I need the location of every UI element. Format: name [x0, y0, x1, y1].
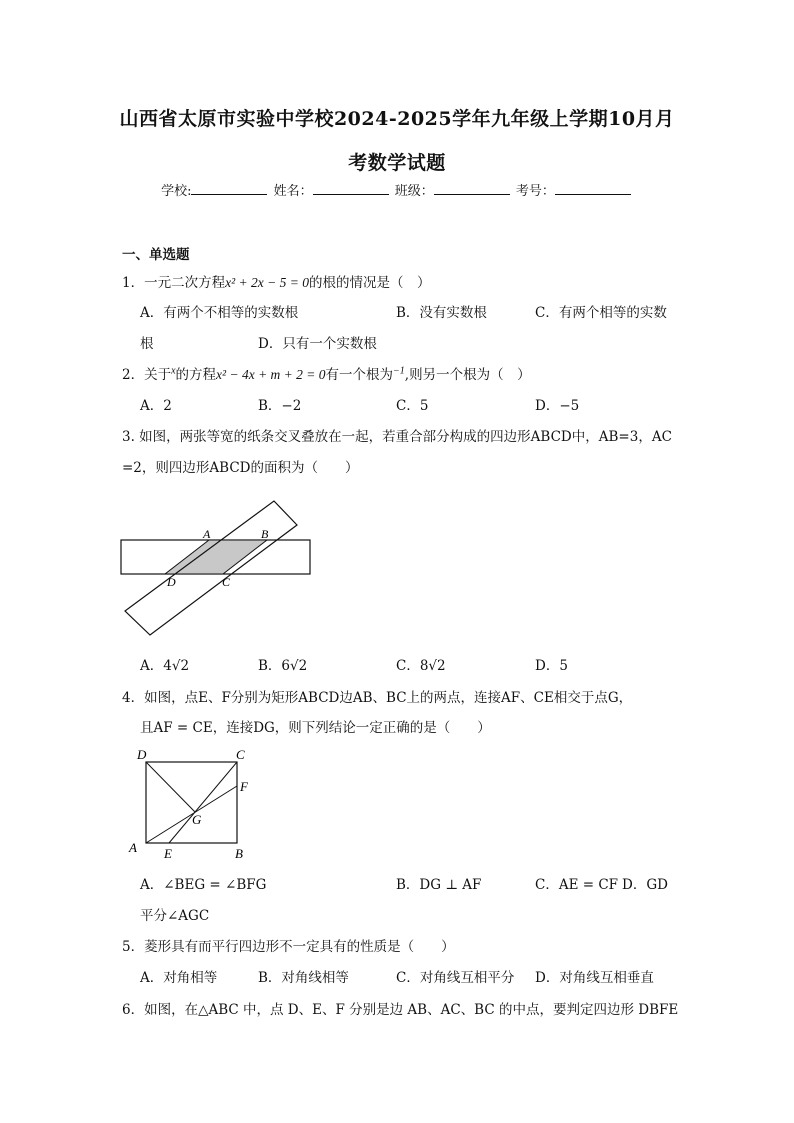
label-c: C: [222, 575, 231, 589]
question-1-option-c: C．有两个相等的实数: [535, 305, 667, 321]
label-b: B: [235, 846, 243, 861]
question-2-option-a: A．2: [140, 398, 172, 414]
question-5-option-d: D．对角线互相垂直: [535, 970, 654, 986]
student-info-line: [0, 180, 794, 199]
rectangle-abcd: [146, 762, 237, 843]
label-d: D: [137, 747, 147, 762]
school-blank[interactable]: [191, 182, 267, 195]
question-4-stem-line-1: 4．如图，点E、F分别为矩形ABCD边AB、BC上的两点，连接AF、CE相交于点G，: [122, 690, 633, 706]
question-3-option-c: C．8√2: [396, 658, 446, 674]
question-2-number: 2．: [122, 367, 145, 383]
question-1-equation: x² + 2x − 5 = 0: [225, 275, 309, 290]
question-2-stem: [122, 363, 531, 383]
question-4-figure: [126, 744, 266, 862]
question-5-option-b: B．对角线相等: [258, 970, 349, 986]
school-label: 学校:: [161, 184, 192, 199]
page-title-line-2: 考数学试题: [348, 152, 446, 174]
question-2-text-d: ,则另一个根为（ ）: [404, 367, 531, 383]
question-4-option-b: B．DG ⊥ AF: [396, 877, 482, 893]
segment-dg: [146, 762, 195, 812]
question-1-option-d: D．只有一个实数根: [258, 336, 377, 352]
label-a: A: [129, 840, 137, 855]
question-4-option-c: C．AE = CF: [535, 877, 619, 893]
label-g: G: [192, 812, 202, 827]
question-2-text-a: 关于: [144, 367, 172, 383]
label-f: F: [240, 779, 248, 794]
class-label: 班级：: [394, 184, 434, 199]
question-2-text-c: 有一个根为: [325, 367, 394, 383]
question-4-option-d-continued: 平分∠AGC: [140, 908, 210, 924]
question-2-variable: x: [171, 365, 176, 377]
question-2-root: −1: [393, 365, 405, 377]
question-1-option-c-continued: 根: [140, 336, 154, 352]
label-d: D: [167, 575, 176, 589]
label-e: E: [164, 846, 172, 861]
question-5-option-a: A．对角相等: [140, 970, 218, 986]
exam-number-blank[interactable]: [555, 182, 631, 195]
class-blank[interactable]: [434, 182, 510, 195]
name-blank[interactable]: [313, 182, 389, 195]
label-b: B: [261, 527, 269, 541]
question-1-number: 1．: [122, 275, 145, 291]
section-heading: 一、单选题: [122, 247, 190, 263]
question-3-option-d: D．5: [535, 658, 568, 674]
label-c: C: [236, 747, 245, 762]
question-3-figure: [118, 495, 318, 640]
name-label: 姓名：: [273, 184, 313, 199]
question-1-stem-end: 的根的情况是（ ）: [308, 275, 431, 291]
question-1-stem: [122, 271, 430, 291]
question-2-option-d: D．−5: [535, 398, 580, 414]
question-2-option-c: C．5: [396, 398, 429, 414]
question-3-option-a: A．4√2: [140, 658, 190, 674]
page-title-line-1: 山西省太原市实验中学校2024-2025学年九年级上学期10月月: [119, 108, 675, 130]
question-6-stem: 6．如图，在△ABC 中，点 D、E、F 分别是边 AB、AC、BC 的中点，要判定四边形 DBFE: [122, 1002, 679, 1018]
question-4-option-a: A．∠BEG = ∠BFG: [140, 877, 267, 893]
question-3-stem-line-1: 3. 如图，两张等宽的纸条交叉叠放在一起，若重合部分构成的四边形ABCD中，AB=3，AC: [122, 429, 672, 445]
segment-ce: [169, 762, 237, 843]
question-1-option-b: B．没有实数根: [396, 305, 487, 321]
question-1-option-a: A．有两个不相等的实数根: [140, 305, 299, 321]
label-a: A: [203, 527, 211, 541]
question-5-stem: 5．菱形具有而平行四边形不一定具有的性质是（ ）: [122, 939, 455, 955]
question-3-option-b: B．6√2: [258, 658, 308, 674]
question-2-option-b: B．−2: [258, 398, 302, 414]
question-3-stem-line-2: =2，则四边形ABCD的面积为（ ）: [122, 460, 359, 476]
question-2-equation: x² − 4x + m + 2 = 0: [216, 367, 326, 382]
question-4-option-d: D．GD: [622, 877, 668, 893]
overlap-parallelogram-abcd: [165, 540, 267, 574]
question-2-text-b: 的方程: [175, 367, 217, 383]
question-1-stem-text: 一元二次方程: [144, 275, 226, 291]
question-5-option-c: C．对角线互相平分: [396, 970, 515, 986]
question-4-stem-line-2: 且AF = CE，连接DG，则下列结论一定正确的是（ ）: [140, 720, 491, 736]
exam-number-label: 考号：: [515, 184, 555, 199]
